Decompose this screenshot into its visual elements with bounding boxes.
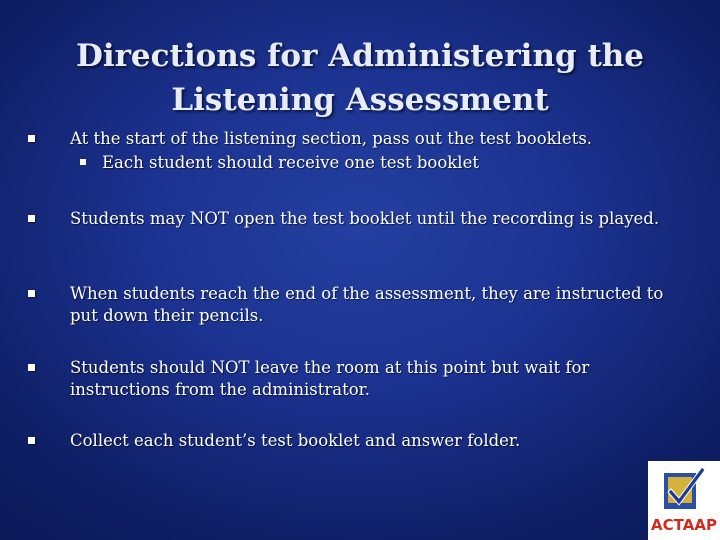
slide-title	[20, 34, 700, 122]
slide-title-line-1: Directions for Administering the	[75, 38, 645, 74]
slide-title-line-2: Listening Assessment	[171, 82, 549, 118]
bullet-text: Students may NOT open the test booklet until the recording is played.	[70, 209, 660, 228]
bullet-marker	[28, 364, 35, 371]
sub-bullet-text: Each student should receive one test booklet	[102, 153, 479, 172]
bullet-marker	[28, 215, 35, 222]
bullet-text: Collect each student’s test booklet and answer folder.	[70, 431, 521, 450]
bullet-text: At the start of the listening section, pass out the test booklets.	[70, 129, 593, 148]
bullet-text: Students should NOT leave the room at this point but wait for instructions from the administrator.	[70, 358, 590, 399]
sub-bullet-marker	[80, 159, 86, 165]
actaap-logo	[648, 461, 720, 540]
bullet-marker	[28, 437, 35, 444]
checkmark-icon	[662, 465, 706, 511]
logo-text: ACTAAP	[651, 516, 717, 534]
bullet-marker	[28, 135, 35, 142]
bullet-text: When students reach the end of the assessment, they are instructed to put down their pencils.	[70, 284, 664, 325]
bullet-marker	[28, 290, 35, 297]
